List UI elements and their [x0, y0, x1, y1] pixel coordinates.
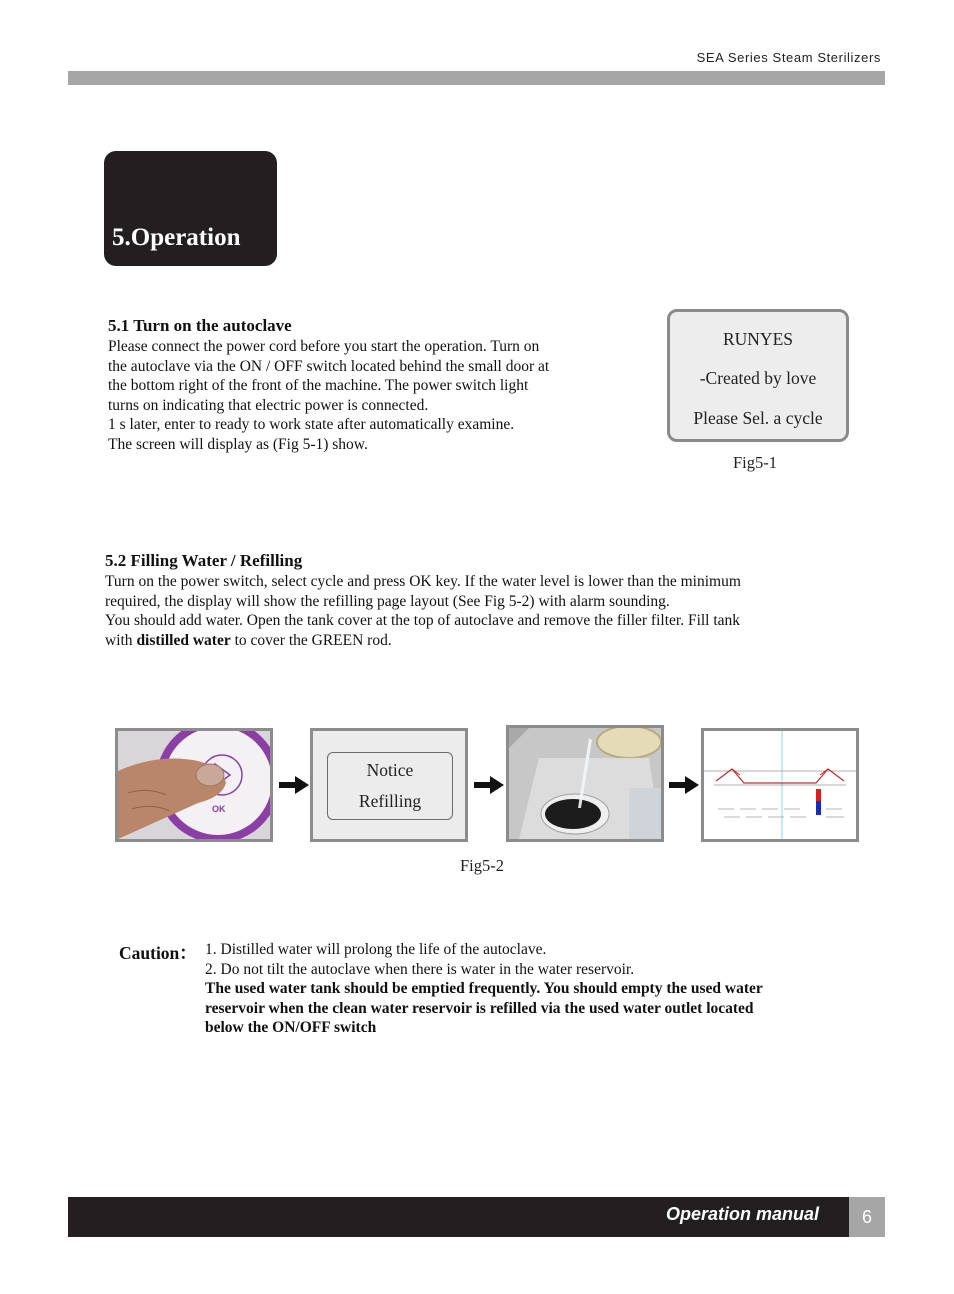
page-number: 6: [849, 1197, 885, 1237]
ok-key-label: OK: [212, 804, 226, 814]
document-title: SEA Series Steam Sterilizers: [696, 50, 881, 65]
caution-bold-line: The used water tank should be emptied frequently. You should empty the used water: [205, 980, 763, 997]
arrow-right-icon: [474, 776, 504, 794]
display-line: RUNYES: [722, 329, 793, 349]
section-title: 5.Operation: [112, 224, 241, 251]
heading-5-1: 5.1 Turn on the autoclave: [108, 316, 292, 335]
paragraph-5-2: [105, 572, 865, 650]
display-screen-fig5-1: [667, 309, 849, 442]
finger-press-ok-illustration: [118, 731, 270, 839]
text-line: with distilled water to cover the GREEN rod.: [105, 631, 392, 649]
text-line: Please connect the power cord before you start the operation. Turn on: [108, 338, 540, 355]
caution-item: 2. Do not tilt the autoclave when there is water in the water reservoir.: [205, 960, 635, 978]
caution-label: Caution：: [119, 943, 197, 963]
photo-press-ok-key: [115, 728, 273, 842]
text-line: the bottom right of the front of the machine. The power switch light: [108, 377, 529, 394]
water-level-diagram: [704, 731, 856, 839]
caution-bold-line: below the ON/OFF switch: [205, 1019, 377, 1036]
caution-item: 1. Distilled water will prolong the life of the autoclave.: [205, 941, 547, 958]
text-line: 1 s later, enter to ready to work state after automatically examine.: [108, 416, 515, 433]
arrow-right-icon: [279, 776, 309, 794]
notice-line: Notice: [366, 760, 414, 780]
display-line: Please Sel. a cycle: [693, 408, 823, 428]
text-line: Turn on the power switch, select cycle and press OK key. If the water level is lower than the minimum: [105, 573, 741, 590]
arrow-right-icon: [669, 776, 699, 794]
footer-label: Operation manual: [665, 1204, 819, 1224]
paragraph-5-1: [108, 337, 628, 454]
caution-text: [205, 940, 855, 1038]
heading-5-2: 5.2 Filling Water / Refilling: [105, 551, 303, 570]
display-line: -Created by love: [699, 368, 817, 388]
notice-message-box: [327, 752, 453, 820]
diagram-water-level-rod: [701, 728, 859, 842]
emphasis-distilled-water: distilled water: [136, 631, 231, 649]
text-line: You should add water. Open the tank cover at the top of autoclave and remove the filler filter. Fill tank: [105, 612, 741, 629]
water-tank-illustration: [509, 728, 661, 839]
figure-caption-5-2: Fig5-2: [460, 856, 505, 875]
display-screen-notice-refilling: [310, 728, 468, 842]
text-line: turns on indicating that electric power is connected.: [108, 396, 429, 414]
notice-line: Refilling: [358, 791, 422, 811]
header-bar: [68, 71, 885, 85]
text-line: The screen will display as (Fig 5-1) show.: [108, 435, 368, 453]
figure-caption-5-1: Fig5-1: [733, 453, 778, 472]
photo-filling-water-tank: [506, 725, 664, 842]
text-line: required, the display will show the refilling page layout (See Fig 5-2) with alarm sounding.: [105, 592, 670, 610]
caution-bold-line: reservoir when the clean water reservoir is refilled via the used water outlet located: [205, 999, 754, 1017]
text-line: the autoclave via the ON / OFF switch located behind the small door at: [108, 357, 550, 375]
